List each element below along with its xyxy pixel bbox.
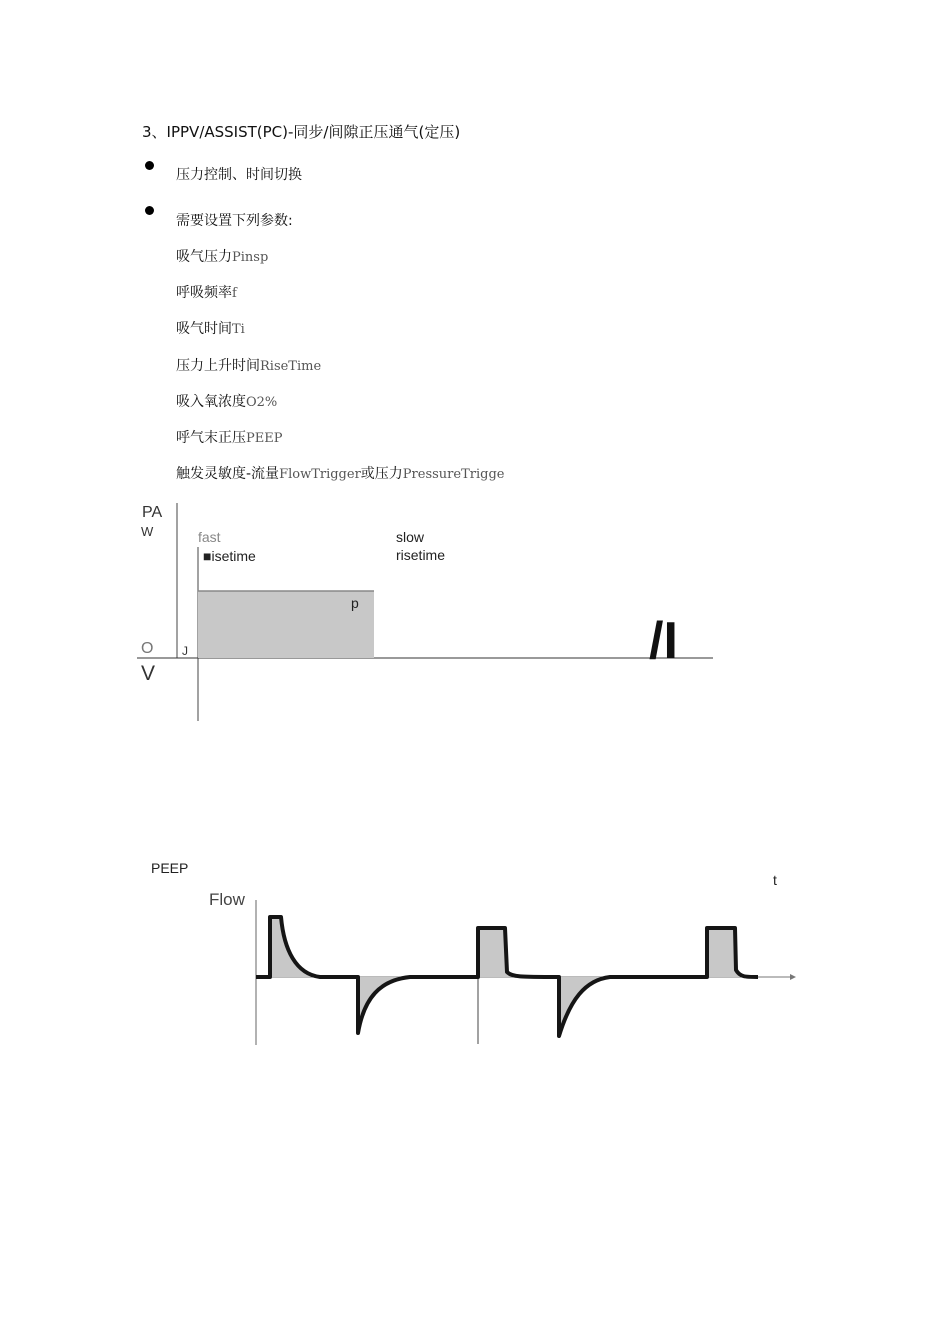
param-frequency: 呼吸频率f <box>176 285 237 301</box>
fast-pressure-plateau <box>198 591 374 658</box>
fast-risetime-label: ■isetime <box>203 548 256 564</box>
slow-risetime-label: risetime <box>396 547 446 563</box>
param-risetime: 压力上升时间RiseTime <box>176 358 322 374</box>
param-trigger: 触发灵敏度-流量FlowTrigger或压力PressureTrigge <box>176 466 505 482</box>
zero-label: O <box>141 640 154 657</box>
paw-sub-label: W <box>141 524 154 539</box>
exp-area-2 <box>559 977 610 1036</box>
v-label: V <box>141 662 156 685</box>
pressure-diagram <box>0 495 950 730</box>
bullet-dot <box>145 161 154 170</box>
paw-label: PA <box>142 504 163 521</box>
slow-label: slow <box>396 529 425 545</box>
insp-area-3 <box>707 928 758 977</box>
t-label: t <box>773 872 777 888</box>
bullet-pressure-control: 压力控制、时间切换 <box>176 167 302 183</box>
bullet-parameters: 需要设置下列参数: <box>176 213 293 229</box>
param-ti: 吸气时间Ti <box>176 321 245 337</box>
flow-diagram <box>0 850 950 1050</box>
slash-mark: /I <box>649 612 678 670</box>
j-label: J <box>182 644 188 658</box>
param-peep: 呼气末正压PEEP <box>176 430 283 446</box>
flow-x-arrow <box>790 974 796 980</box>
fast-label: fast <box>198 529 221 545</box>
param-o2: 吸入氧浓度O2% <box>176 394 278 410</box>
flow-label: Flow <box>209 890 245 909</box>
insp-area-1 <box>270 917 320 977</box>
p-label: p <box>351 595 359 611</box>
section-heading: 3、IPPV/ASSIST(PC)-同步/间隙正压通气(定压) <box>142 123 461 141</box>
param-pinsp: 吸气压力Pinsp <box>176 249 269 265</box>
bullet-dot <box>145 206 154 215</box>
peep-label: PEEP <box>151 860 189 876</box>
